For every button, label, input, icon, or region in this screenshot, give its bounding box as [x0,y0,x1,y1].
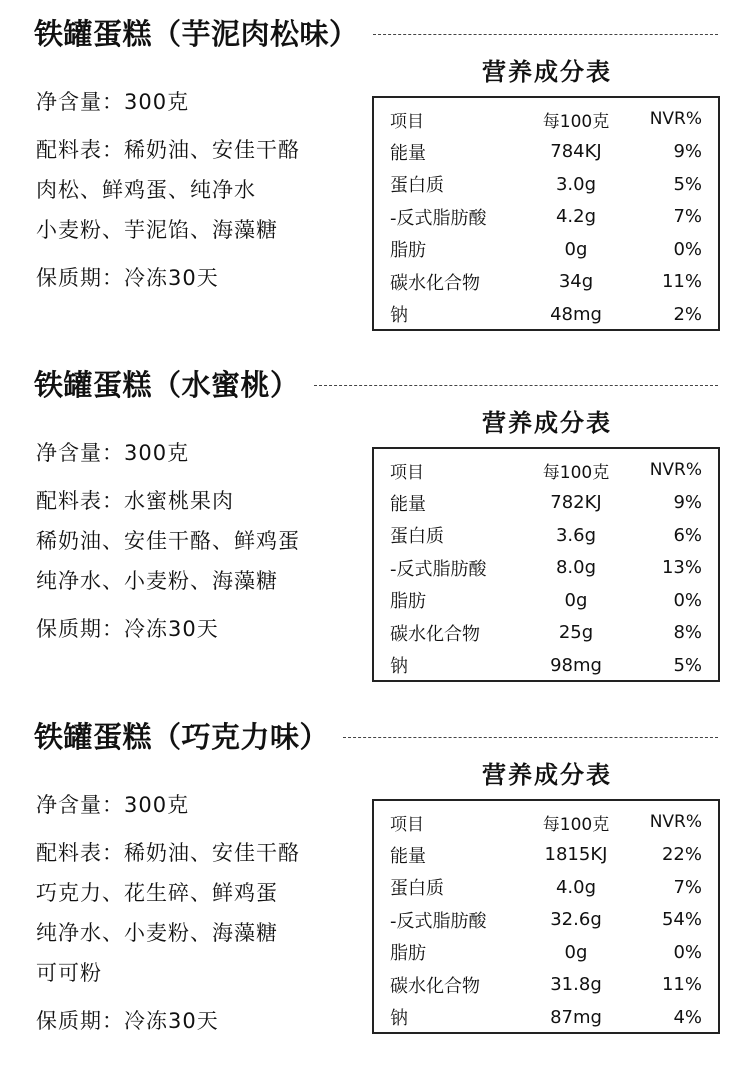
nutrient-name: 钠 [390,305,408,327]
nutrition-table [372,96,720,331]
dashed-divider [373,34,718,35]
product-title: 铁罐蛋糕（巧克力味） [34,720,330,754]
table-header-row [374,103,718,136]
nutrient-nvr: 0% [673,589,702,611]
nutrient-nvr: 9% [673,492,702,514]
product-info [36,785,366,1041]
product-title: 铁罐蛋糕（水蜜桃） [34,368,300,402]
nutrition-table [372,447,720,682]
ingredients-line: 纯净水、小麦粉、海藻糖 [36,921,278,945]
nutrient-nvr: 0% [673,238,702,260]
ingredients-line: 肉松、鲜鸡蛋、纯净水 [36,178,256,202]
table-row [374,298,718,331]
net-content: 净含量：300克 [36,90,190,114]
nutrient-nvr: 11% [661,271,702,293]
nutrient-nvr: 0% [673,941,702,963]
nutrient-name: 脂肪 [390,943,426,965]
header-nvr: NVR% [649,460,702,481]
nutrient-value: 0g [564,941,588,963]
nutrient-value: 8.0g [555,557,597,579]
table-row [374,201,718,234]
table-row [374,552,718,585]
ingredients-line: 小麦粉、芋泥馅、海藻糖 [36,218,278,242]
table-row [374,233,718,266]
nutrient-nvr: 6% [673,524,702,546]
table-row [374,1001,718,1034]
header-nvr: NVR% [649,812,702,833]
nutrition-table-title: 营养成分表 [482,409,612,437]
header-nvr: NVR% [649,109,702,130]
table-row [374,168,718,201]
nutrient-value: 3.6g [555,524,597,546]
header-item: 项目 [390,462,424,483]
nutrient-value: 31.8g [550,974,602,996]
nutrient-value: 4.2g [555,206,597,228]
nutrient-nvr: 13% [661,557,702,579]
nutrient-nvr: 4% [673,1006,702,1028]
product-info [36,433,366,649]
shelf-life: 保质期：冷冻30天 [36,266,219,290]
nutrient-nvr: 2% [673,303,702,325]
shelf-life: 保质期：冷冻30天 [36,1009,219,1033]
header-per100: 每100克 [542,462,610,483]
product-title: 铁罐蛋糕（芋泥肉松味） [34,17,359,51]
nutrient-name: 蛋白质 [390,878,444,900]
nutrient-name: 蛋白质 [390,175,444,197]
nutrition-table [372,799,720,1034]
product-info [36,82,366,298]
nutrient-value: 87mg [550,1006,602,1028]
nutrient-nvr: 5% [673,654,702,676]
product-section-1 [0,0,750,350]
nutrient-name: 蛋白质 [390,526,444,548]
nutrient-name: 碳水化合物 [390,975,480,997]
nutrient-value: 782KJ [550,492,602,514]
nutrient-value: 32.6g [550,909,602,931]
table-row [374,266,718,299]
nutrient-name: 钠 [390,656,408,678]
table-row [374,649,718,682]
ingredients-line: 可可粉 [36,961,102,985]
nutrient-nvr: 7% [673,206,702,228]
nutrient-name: -反式脂肪酸 [390,558,487,580]
table-row [374,936,718,969]
dashed-divider [314,385,718,386]
header-item: 项目 [390,111,424,132]
nutrient-name: 脂肪 [390,591,426,613]
nutrient-value: 3.0g [555,173,597,195]
nutrient-name: 能量 [390,845,426,867]
table-row [374,584,718,617]
net-content: 净含量：300克 [36,441,190,465]
nutrient-name: -反式脂肪酸 [390,207,487,229]
table-header-row [374,806,718,839]
nutrient-name: 碳水化合物 [390,272,480,294]
nutrient-name: 碳水化合物 [390,623,480,645]
product-title-row [34,715,718,756]
nutrient-name: -反式脂肪酸 [390,910,487,932]
ingredients-line: 配料表：稀奶油、安佳干酪 [36,841,300,865]
ingredients-line: 巧克力、花生碎、鲜鸡蛋 [36,881,278,905]
nutrient-value: 34g [558,271,594,293]
product-title-row [34,363,718,404]
product-title-row [34,12,718,53]
nutrient-value: 48mg [550,303,602,325]
dashed-divider [343,737,718,738]
nutrient-value: 0g [564,238,588,260]
nutrient-name: 能量 [390,142,426,164]
ingredients-line: 纯净水、小麦粉、海藻糖 [36,569,278,593]
product-section-2 [0,351,750,701]
nutrient-nvr: 54% [661,909,702,931]
ingredients-line: 配料表：水蜜桃果肉 [36,489,234,513]
nutrient-name: 钠 [390,1008,408,1030]
ingredients-line: 配料表：稀奶油、安佳干酪 [36,138,300,162]
nutrient-name: 能量 [390,493,426,515]
header-per100: 每100克 [542,111,610,132]
table-row [374,839,718,872]
net-content: 净含量：300克 [36,793,190,817]
table-row [374,969,718,1002]
table-row [374,871,718,904]
nutrient-nvr: 5% [673,173,702,195]
nutrient-value: 0g [564,589,588,611]
nutrient-value: 1815KJ [544,844,608,866]
nutrient-value: 4.0g [555,876,597,898]
table-row [374,136,718,169]
header-item: 项目 [390,814,424,835]
nutrient-nvr: 7% [673,876,702,898]
nutrition-table-title: 营养成分表 [482,761,612,789]
table-row [374,904,718,937]
shelf-life: 保质期：冷冻30天 [36,617,219,641]
nutrient-nvr: 8% [673,622,702,644]
nutrient-nvr: 22% [661,844,702,866]
nutrient-value: 98mg [550,654,602,676]
header-per100: 每100克 [542,814,610,835]
nutrient-nvr: 9% [673,141,702,163]
nutrient-value: 784KJ [550,141,602,163]
ingredients-line: 稀奶油、安佳干酪、鲜鸡蛋 [36,529,300,553]
nutrient-nvr: 11% [661,974,702,996]
table-header-row [374,454,718,487]
nutrient-value: 25g [558,622,594,644]
product-section-3 [0,703,750,1053]
table-row [374,519,718,552]
nutrient-name: 脂肪 [390,240,426,262]
nutrition-table-title: 营养成分表 [482,58,612,86]
table-row [374,617,718,650]
table-row [374,487,718,520]
